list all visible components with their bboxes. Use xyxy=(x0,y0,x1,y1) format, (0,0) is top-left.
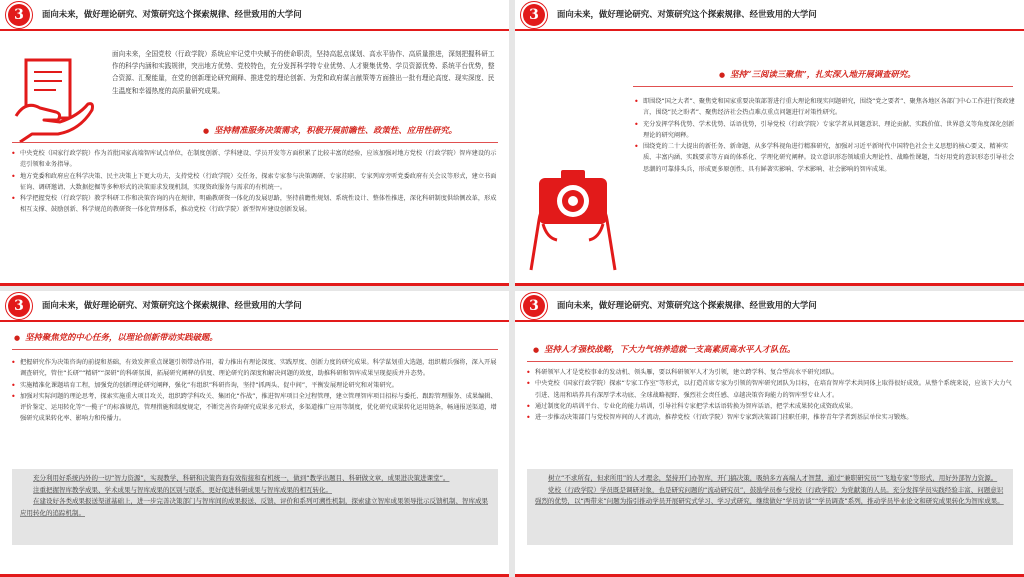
list-item: • 充分发挥学科优势、学术优势、话语优势，引导党校（行政学院）专家学者从问题意识、理论贡献、实践价值、世界意义等角度深化创新理论的研究阐释。 xyxy=(633,119,1015,142)
panel-paragraph: 注重把握智库教学成果、学术成果与智库成果的区别与联系，更好促进科研成果与智库成果的相互转化。 xyxy=(33,485,332,494)
intro-paragraph: 面向未来，全国党校（行政学院）系统应牢记党中央赋予的使命职责，坚持高起点谋划、高水平协作、高质量推进，深刻把握科研工作的科学内涵和实践规律，突出地方优势、党校特色，充分发挥科学特专业优势、人才聚集优势、学员资源优势、系统平台优势，整合资源、汇聚能量，在党的创新理论研究阐释、推进党的理论创新、为党和政府谋言献策等方面推出一批有理论高度、现实深度、民生温度和幸福热度的高质量研究成果。 xyxy=(112,50,495,95)
panel-paragraph: 党校（行政学院）学员既是调研对象，也是研究问题的“流动研究员”，鼓励学员参与党校（行政学院）为党献策的人员。充分发挥学员实践经验丰富、问题意识强烈的优势，以“两带来”问题为指引推动学员开展研究式学习、学习式研究，继续做好“学员访谈”“学员调查”系列，推动学员毕业论文和研究成果转化为智库成果。 xyxy=(535,485,1004,505)
subtitle-divider xyxy=(12,142,498,143)
list-item: • 把握研究作为决策咨询的前提和基础，有效发挥重点课题引领带动作用，着力推出有理论深度、实践厚度、创新力度的研究成果。科学谋划重大选题，组织精兵强将，深入开展调查研究，管住“长研”“精研”“深研”的科研氛围，拓展研究阐释的信度、理论研究的深度和解决问题的效度，助推科研和智库成果呈现提质并升态势。 xyxy=(10,357,498,380)
section-subtitle: ● 坚持“三阅读三聚焦”，扎实深入地开展调查研究。 xyxy=(719,68,916,80)
list-item: • 进一步推动决策部门与党校智库间的人才流动，推荐党校（行政学院）智库专家到决策部门挂职任职，推荐青年学者到基层单位实习锻炼。 xyxy=(525,412,1013,423)
slide-title: 面向未来，做好理论研究、对策研究这个探索规律、经世致用的大学问 xyxy=(42,9,302,19)
list-item: • 加强对实际问题的理论思考，探索实施重大项目攻关，组织跨学科攻关、集团化“作战”，推进智库项目全过程管理，建立管理智库项目招标与委托、跟踪管理服务、成果编辑、评价鉴定、运用转化等“一揽子”的标准规范，管理措施和制度规定，不断完善咨询研究成果多元形式，多渠道推广应用等制度，优化研究成果转化运用链条，畅通报送渠道，增强研究成果转化率、影响力和传播力。 xyxy=(10,391,498,425)
slide-2[interactable] xyxy=(515,0,1024,286)
footer-bar xyxy=(515,283,1024,286)
summary-panel xyxy=(527,469,1013,545)
hand-holding-paper-icon xyxy=(12,54,96,144)
panel-paragraph: 充分利用好系统内外的一切“智力资源”，实现教学、科研和决策咨询有效衔接和有机统一，做到“教学出题目、科研做文章，成果进决策进课堂”。 xyxy=(33,474,450,482)
slide-header xyxy=(0,291,509,321)
slide-header xyxy=(0,0,509,30)
section-number-badge: 3 xyxy=(8,4,30,26)
header-divider xyxy=(0,320,509,322)
section-number-badge: 3 xyxy=(8,295,30,317)
header-divider xyxy=(0,29,509,31)
slide-title: 面向未来，做好理论研究、对策研究这个探索规律、经世致用的大学问 xyxy=(557,300,817,310)
section-subtitle: ● 坚持精准服务决策需求，积极开展前瞻性、政策性、应用性研究。 xyxy=(203,124,457,136)
section-number-badge: 3 xyxy=(523,4,545,26)
slide-title: 面向未来，做好理论研究、对策研究这个探索规律、经世致用的大学问 xyxy=(42,300,302,310)
slide-title: 面向未来，做好理论研究、对策研究这个探索规律、经世致用的大学问 xyxy=(557,9,817,19)
section-subtitle: ● 坚持人才强校战略，下大力气培养造就一支高素质高水平人才队伍。 xyxy=(533,343,795,355)
subtitle-divider xyxy=(633,86,1013,87)
subtitle-divider xyxy=(12,349,498,350)
summary-panel xyxy=(12,469,498,545)
header-divider xyxy=(515,320,1024,322)
section-subtitle: ● 坚持聚焦党的中心任务，以理论创新带动实践破题。 xyxy=(14,331,218,343)
list-item: • 实施精准化课题培育工程，加强党的创新理论研究阐释，强化“有组织”科研咨询，坚持“抓两头、促中间”，平衡发展理论研究和对策研究。 xyxy=(10,380,498,391)
list-item: • 地方党委和政府应在科学决策、民主决策上下更大功夫，支持党校（行政学院）交任务，探索专家参与决策调研、专家挂职、专家列席旁听党委政府有关会议等形式，建立书面征询、调研邀请、大数据挖掘等多种形式的决策需求发现机制，实现资政服务与需求的有机统一。 xyxy=(10,171,498,194)
footer-bar xyxy=(0,283,509,286)
slide-header xyxy=(515,0,1024,30)
hands-holding-camera-icon xyxy=(521,150,625,280)
list-item: • 围绕党的二十大提出的新任务、新命题，从多学科视角进行精准研究，加强对习近平新时代中国特色社会主义思想的核心要义、精神实质、丰富内涵、实践要求等方面的体系化、学理化研究阐释。设立意识形态领域重大理论性、战略性课题，当好用党的意识形态引导社会思潮的可靠排头兵，形成更多原创性、具有鲜著实影响、学术影响、社会影响的智库成果。 xyxy=(633,141,1015,175)
bullet-list xyxy=(10,148,498,216)
subtitle-divider xyxy=(527,361,1013,362)
list-item: • 科研领军人才是党校事业的发动机、领头雁，要以科研领军人才为引领，建立跨学科、复合型高水平研究团队。 xyxy=(525,367,1013,378)
slide-3[interactable] xyxy=(0,291,509,577)
slide-header xyxy=(515,291,1024,321)
panel-paragraph: 树立“不求所有，但求所用”的人才理念，坚持开门办智库，开门搞决策，吸纳多方高端人才智慧，通过“兼职研究员”“飞地专家”等形式，用好外部智力资源。 xyxy=(548,474,998,482)
panel-paragraph: 在建设好各类成果报送渠道基础上，进一步完善决策部门与智库间的成果报送、反馈、评价和系列可溯性机制，探索建立智库成果领导批示反馈机制、智库成果应用转化的追踪机制。 xyxy=(20,497,488,517)
bullet-list xyxy=(633,96,1015,175)
slide-4[interactable] xyxy=(515,291,1024,577)
list-item: • 即围绕“国之大者”、聚焦党和国家重要决策部署进行重大理论和现实问题研究，围绕“党之要者”、聚焦各地区各部门中心工作进行资政建言，围绕“民之盼者”、聚焦经济社会热点难点重点问题进行对策性研究。 xyxy=(633,96,1015,119)
list-item: • 通过制度化的培训平台、专业化的能力培训，引导社科专家把学术话语转换为智库话语，把学术成果转化成资政成果。 xyxy=(525,401,1013,412)
list-item: • 科学把握党校（行政学院）教学科研工作和决策咨询的内在规律，明确教研资一体化的发展思路，坚持前瞻性规划、系统性设计、整体性推进，深化科研制度供给侧改革，形成相互支撑、鼓励创新、科学规范的教研资一体化管理体系，推动党校（行政学院）新型智库建设创新发展。 xyxy=(10,193,498,216)
header-divider xyxy=(515,29,1024,31)
section-number-badge: 3 xyxy=(523,295,545,317)
bullet-list xyxy=(10,357,498,425)
list-item: • 中央党校（国家行政学院）探索“专家工作室”等形式，以打造首席专家为引领的智库研究团队为目标，在培育智库学术共同体上取得很好成效。从整个系统来说，应该下大力气引进、选用和培养具有深厚学术功底、全球战略视野、强烈社会责任感、卓越决策咨询能力的智库型专业人才。 xyxy=(525,378,1013,401)
slide-1[interactable] xyxy=(0,0,509,286)
bullet-list xyxy=(525,367,1013,423)
list-item: • 中央党校（国家行政学院）作为首批国家高端智库试点单位，在制度创新、学科建设、学员开发等方面积累了比较丰富的经验，应该加强对地方党校（行政学院）智库建设的示范引领和业务指导。 xyxy=(10,148,498,171)
